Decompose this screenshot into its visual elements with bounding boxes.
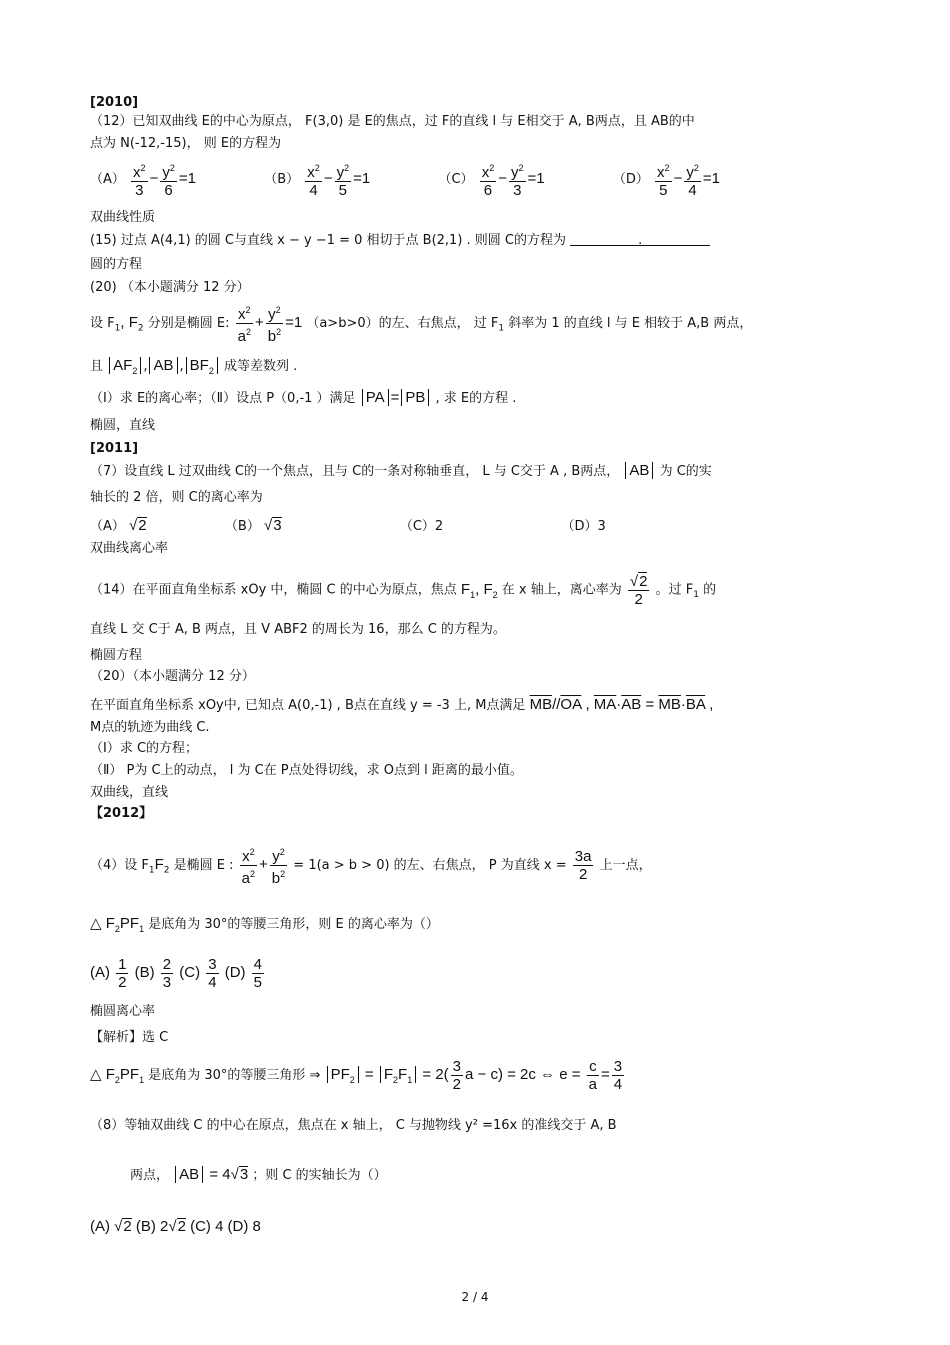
topic-label: 椭圆，直线 xyxy=(90,418,156,433)
topic-label: 双曲线，直线 xyxy=(90,785,169,800)
text: 斜率为 1 的直线 l 与 E 相较于 A,B 两点， xyxy=(508,316,753,331)
q12-options xyxy=(90,160,720,199)
option-label: （C） xyxy=(438,172,474,187)
q4-line2: △ $F_2PF_1$ 是底角为 30°的等腰三角形，则 E 的离心率为（） xyxy=(90,915,439,934)
analysis-line: △ $F_2PF_1$ 是底角为 30°的等腰三角形 ⇒ $PF_2 = F_2F_1 = 2$( $\frac{3}{2}$ a − c) = 2c ⇔ e = $\frac{c}{a}$ = $\frac{3}{4}$ xyxy=(90,1058,623,1093)
year-header-2011: [2011] xyxy=(90,441,139,456)
option-b: （B） xyxy=(224,519,260,534)
topic-label: 双曲线性质 xyxy=(90,210,156,225)
text: （14）在平面直角坐标系 xOy 中，椭圆 C 的中心为原点，焦点 xyxy=(90,582,457,598)
q12-option-c: （C） $\frac{x^2}{6}$ − $\frac{y^2}{3}$ =1 xyxy=(438,172,548,187)
q15-text: (15) 过点 A(4,1) 的圆 C与直线 x − y −1 = 0 相切于点 B(2,1) . 则圆 C的方程为 xyxy=(90,233,567,248)
q20-line3: （Ⅰ）求 E的离心率；（Ⅱ）设点 P（0,-1 ）满足 PA = PB , 求 E的方程 . xyxy=(90,389,517,406)
text: （7）设直线 L 过双曲线 C的一个焦点，且与 C的一条对称轴垂直， L 与 C交于 A , B两点， xyxy=(90,464,620,479)
q20-line1: 设 $F_1$, $F_2$ 分别是椭圆 E: $\frac{x^2}{a^2}$ + $\frac{y^2}{b^2}$ =1 （a>b>0）的左、右焦点， 过 $F_1$ 斜率为 1 的直线 l 与 E 相较于 A,B 两点， xyxy=(90,302,752,345)
numerator: 2 xyxy=(162,956,172,973)
text: 为 C的实 xyxy=(659,464,712,479)
q7-line2: 轴长的 2 倍，则 C的离心率为 xyxy=(90,490,263,505)
text: 是椭圆 E : xyxy=(173,858,234,873)
denominator: 4 xyxy=(309,182,318,199)
option-a: （A） xyxy=(90,519,125,534)
denominator: 6 xyxy=(483,182,493,199)
text: （a>b>0）的左、右焦点， 过 F xyxy=(306,316,499,331)
q20-header: (20) （本小题满分 12 分） xyxy=(90,280,250,295)
option-d-value: 8 xyxy=(252,1218,261,1235)
denominator: 4 xyxy=(208,974,217,991)
option-a: (A) xyxy=(90,964,110,981)
q20-part1: （Ⅰ）求 C的方程； xyxy=(90,741,199,756)
q12-line2: 点为 N(-12,-15)， 则 E的方程为 xyxy=(90,136,282,151)
q4-options xyxy=(90,956,266,991)
text: 上一点， xyxy=(599,858,652,873)
q15-line xyxy=(90,233,710,249)
text: 是底角为 30°的等腰三角形 ⇒ xyxy=(148,1068,321,1083)
denominator: 3 xyxy=(135,182,144,199)
topic-label: 双曲线离心率 xyxy=(90,541,169,556)
text: , 求 E的方程 . xyxy=(435,391,517,406)
option-a: (A) xyxy=(90,1218,110,1235)
q7-line1: （7）设直线 L 过双曲线 C的一个焦点，且与 C的一条对称轴垂直， L 与 C交于 A , B两点， AB 为 C的实 xyxy=(90,462,712,479)
text: 。过 F xyxy=(655,582,694,598)
option-d: （D）3 xyxy=(561,519,606,534)
q12-option-b: （B） $\frac{x^2}{4}$ − $\frac{y^2}{5}$ =1 xyxy=(264,172,374,187)
q8-options: (A) √2 (B) 2√2 (C) 4 (D) 8 xyxy=(90,1218,261,1235)
topic-label: 圆的方程 xyxy=(90,257,143,272)
q20-line2: 且 $AF_2$ , AB , $BF_2$ 成等差数列 . xyxy=(90,357,298,376)
text: （4）设 F xyxy=(90,858,149,873)
q12-option-a: （A） $\frac{x^2}{3}$ − $\frac{y^2}{6}$ =1 xyxy=(90,172,200,187)
text: 分别是椭圆 E: xyxy=(147,316,230,331)
analysis-label: 【解析】选 C xyxy=(90,1030,169,1045)
radicand: 2 xyxy=(138,517,147,534)
denominator: 5 xyxy=(338,182,347,199)
text: ；则 C 的实轴长为（） xyxy=(252,1168,387,1183)
text: 设 F xyxy=(90,316,115,331)
numerator: 1 xyxy=(118,956,127,973)
option-c-value: 4 xyxy=(215,1218,224,1235)
text: 是底角为 30°的等腰三角形，则 E 的离心率为（） xyxy=(148,917,439,932)
text: 在 x 轴上，离心率为 xyxy=(501,582,622,598)
option-c: (C) xyxy=(179,964,201,981)
text: 的 xyxy=(703,582,717,598)
option-d: (D) xyxy=(224,964,246,981)
text: 且 xyxy=(90,359,104,374)
q14-line2: 直线 L 交 C于 A, B 两点，且 V ABF2 的周长为 16，那么 C 的方程为。 xyxy=(90,622,506,637)
q20-2011-line1: 在平面直角坐标系 xOy中, 已知点 A(0,-1) , B点在直线 y = -3 上, M点满足 $\overline{MB}//\overline{OA}$ , $\overline{MA}\cdot\overline{AB} = \overline{MB}\cdot\overline{BA}$ , xyxy=(90,696,714,713)
denominator: 3 xyxy=(513,182,522,199)
topic-label: 椭圆方程 xyxy=(90,648,143,663)
q20-2011-line2: M点的轨迹为曲线 C. xyxy=(90,720,210,735)
numerator: 3 xyxy=(208,956,217,973)
answer-blank: . xyxy=(570,233,710,246)
q20-part2: （Ⅱ） P为 C上的动点， l 为 C在 P点处得切线，求 O点到 l 距离的最小值。 xyxy=(90,763,523,778)
option-label: （A） xyxy=(90,172,125,187)
denominator: 6 xyxy=(164,182,173,199)
q12-option-d: （D） $\frac{x^2}{5}$ − $\frac{y^2}{4}$ =1 xyxy=(613,172,720,187)
text: 成等差数列 . xyxy=(223,359,298,374)
text: 在平面直角坐标系 xOy中, 已知点 A(0,-1) , B点在直线 y = -3 上, M点满足 xyxy=(90,698,526,713)
denominator: 5 xyxy=(253,974,263,991)
option-c: (C) xyxy=(190,1218,211,1235)
topic-label: 椭圆离心率 xyxy=(90,1004,156,1019)
year-header-2010: [2010] xyxy=(90,95,139,110)
text: 两点， xyxy=(130,1168,170,1183)
q20-header: （20）（本小题满分 12 分） xyxy=(90,669,255,684)
q14-line1: （14）在平面直角坐标系 xOy 中，椭圆 C 的中心为原点，焦点 $F_1$, $F_2$ 在 x 轴上，离心率为 $\frac{√2}{2}$ 。过 $F_1$ 的 xyxy=(90,573,717,608)
page-number: 2 / 4 xyxy=(461,1290,489,1304)
q8-line1: （8）等轴双曲线 C 的中心在原点，焦点在 x 轴上， C 与抛物线 y² =16x 的准线交于 A, B xyxy=(90,1118,617,1133)
option-label: （D） xyxy=(612,172,649,187)
denominator: 2 xyxy=(118,974,127,991)
text: （Ⅰ）求 E的离心率；（Ⅱ）设点 P（0,-1 ）满足 xyxy=(90,391,356,406)
q8-line2: 两点， AB = 4√3 ；则 C 的实轴长为（） xyxy=(130,1166,387,1183)
text: = 1(a > b > 0) 的左、右焦点， P 为直线 x = xyxy=(293,858,567,873)
option-b: (B) xyxy=(134,964,155,981)
denominator: 3 xyxy=(162,974,172,991)
option-label: （B） xyxy=(264,172,300,187)
option-c: （C）2 xyxy=(399,519,444,534)
q7-options: （A） √2 （B） √3 （C）2 （D）3 xyxy=(90,517,606,534)
denominator: 5 xyxy=(659,182,668,199)
denominator: 4 xyxy=(688,182,697,199)
q4-line1: （4）设 $F_1F_2$ 是椭圆 E : $\frac{x^2}{a^2}$ + $\frac{y^2}{b^2}$ = 1(a > b > 0) 的左、右焦点， P 为直线 x = $\frac{3a}{2}$ 上一点， xyxy=(90,844,652,887)
radicand: 3 xyxy=(273,517,282,534)
option-b: (B) 2 xyxy=(135,1218,169,1235)
q12-line1: （12）已知双曲线 E的中心为原点， F(3,0) 是 E的焦点，过 F的直线 l 与 E相交于 A, B两点，且 AB的中 xyxy=(90,114,695,129)
option-d: (D) xyxy=(227,1218,249,1235)
numerator: 4 xyxy=(253,956,263,973)
year-header-2012: 【2012】 xyxy=(90,806,153,821)
